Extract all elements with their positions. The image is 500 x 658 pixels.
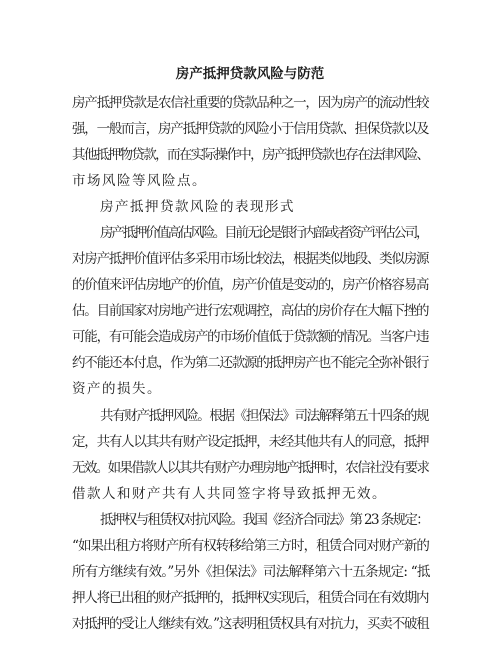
text-line: 对抵押的受让人继续有效。”这表明租赁权具有对抗力，买卖不破租	[72, 616, 429, 632]
document-title: 房产抵押贷款风险与防范	[175, 66, 325, 82]
section-heading: 房产抵押贷款风险的表现形式	[100, 199, 295, 215]
text-line: 对房产抵押价值评估多采用市场比较法，根据类似地段、类似房源	[72, 251, 429, 267]
text-line: 所有方继续有效。”另外《担保法》司法解释第六十五条规定: “抵	[72, 564, 430, 580]
text-line: 抵押权与租赁权对抗风险。我国《经济合同法》第 23 条规定：	[100, 512, 429, 528]
text-line: 的价值来评估房地产的价值，房产价值是变动的，房产价格容易高	[72, 277, 429, 293]
text-line: 无效。如果借款人以其共有财产办理房地产抵押时，农信社没有要求	[72, 460, 429, 476]
text-line: 定，共有人以其共有财产设定抵押，未经其他共有人的同意，抵押	[72, 434, 429, 450]
text-line: 市场风险等风险点。	[72, 173, 207, 189]
text-line: 其他抵押物贷款，而在实际操作中，房产抵押贷款也存在法律风险、	[72, 147, 429, 163]
text-line: 资产的损失。	[72, 381, 162, 397]
text-line: 共有财产抵押风险。根据《担保法》司法解释第五十四条的规	[100, 408, 429, 424]
text-line: 借款人和财产共有人共同签字将导致抵押无效。	[72, 486, 387, 502]
text-line: 房产抵押贷款是农信社重要的贷款品种之一，因为房产的流动性较	[72, 95, 429, 111]
text-line: “如果出租方将财产所有权转移给第三方时，租赁合同对财产新的	[72, 538, 429, 554]
text-line: 约不能还本付息，作为第二还款源的抵押房产也不能完全弥补银行	[72, 355, 429, 371]
text-line: 房产抵押价值高估风险。目前无论是银行内部或者资产评估公司，	[100, 225, 428, 241]
text-line: 估。目前国家对房地产进行宏观调控，高估的房价存在大幅下挫的	[72, 303, 429, 319]
text-line: 强，一般而言，房产抵押贷款的风险小于信用贷款、担保贷款以及	[72, 121, 429, 137]
text-line: 可能，有可能会造成房产的市场价值低于贷款额的情况。当客户违	[72, 329, 429, 345]
text-line: 押人将已出租的财产抵押的，抵押权实现后，租赁合同在有效期内	[72, 590, 429, 606]
